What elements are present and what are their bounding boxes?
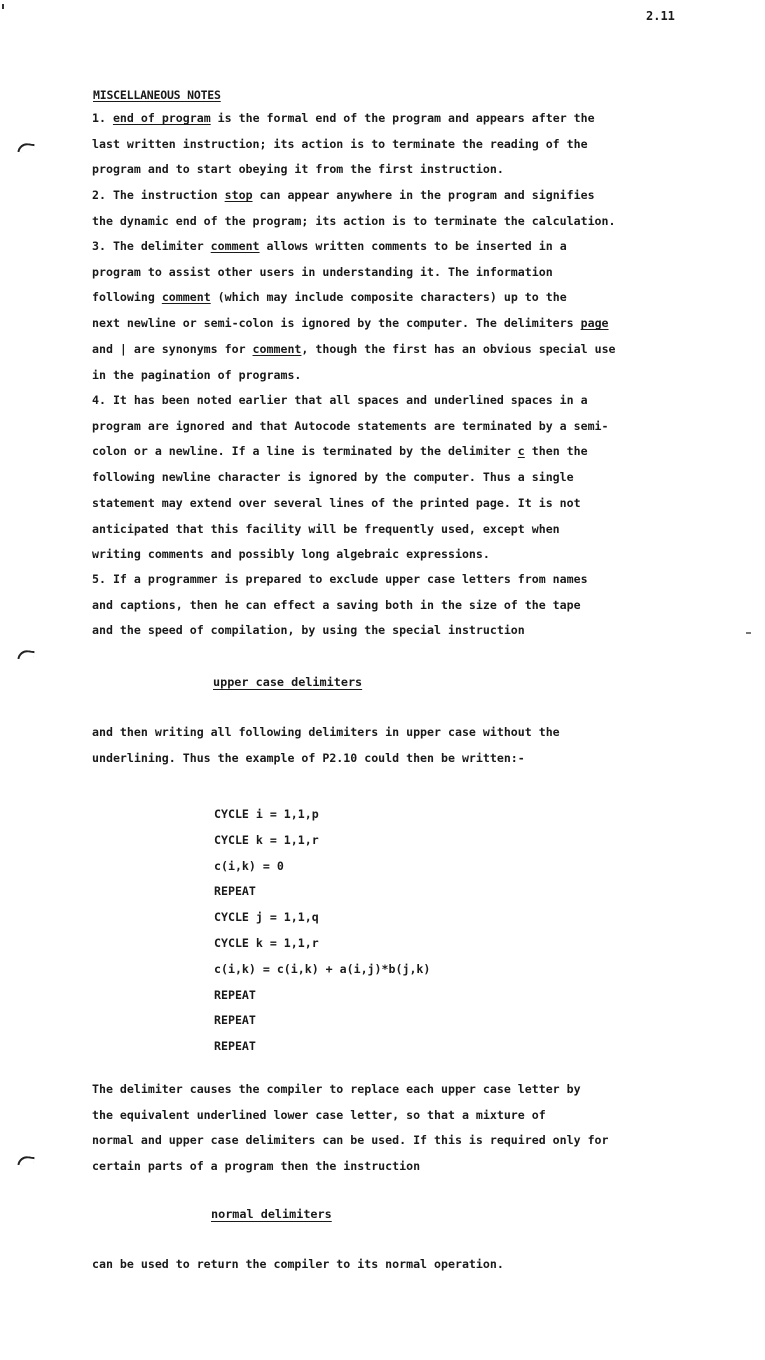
note-1-line: last written instruction; its action is to terminate the reading of the [92,136,588,151]
note-3-line: in the pagination of programs. [92,367,302,382]
note-4-line: anticipated that this facility will be frequently used, except when [92,521,560,536]
code-line: CYCLE j = 1,1,q [214,910,319,925]
margin-mark [17,649,34,661]
paragraph-line: the equivalent underlined lower case letter, so that a mixture of [92,1107,546,1122]
page-number: 2.11 [646,9,675,23]
note-5-line: 5. If a programmer is prepared to exclude upper case letters from names [92,572,588,586]
closing-paragraph [92,1252,672,1278]
note-3 [92,234,672,388]
note-1-line: program and to start obeying it from the first instruction. [92,162,504,177]
normal-delimiters-instruction: normal delimiters [211,1207,332,1221]
stray-mark [746,632,751,634]
code-line: REPEAT [214,987,256,1002]
note-3-line: 3. The delimiter comment allows written comments to be inserted in a [92,239,567,253]
note-3-line: program to assist other users in understanding it. The information [92,264,553,279]
note-2 [92,183,672,234]
after-code-paragraph [92,1077,672,1180]
paragraph-line: and then writing all following delimiters in upper case without the [92,725,560,739]
code-line: c(i,k) = 0 [214,858,284,873]
note-4 [92,388,672,568]
corner-mark [2,4,4,9]
code-line: REPEAT [214,1039,256,1054]
margin-mark [17,1155,34,1167]
note-4-line: colon or a newline. If a line is terminated by the delimiter c then the [92,444,588,459]
paragraph-line: certain parts of a program then the instruction [92,1159,421,1174]
note-5 [92,567,672,644]
code-example [214,802,430,1060]
code-line: c(i,k) = c(i,k) + a(i,j)*b(j,k) [214,961,431,976]
note-2-line: the dynamic end of the program; its action is to terminate the calculation. [92,213,616,228]
note-4-line: writing comments and possibly long algebraic expressions. [92,547,490,562]
upper-case-delimiters-instruction: upper case delimiters [213,675,363,689]
note-1 [92,106,672,183]
note-5-line: and the speed of compilation, by using the special instruction [92,623,525,638]
note-3-line: following comment (which may include composite characters) up to the [92,290,567,305]
code-line: CYCLE i = 1,1,p [214,807,319,821]
note-3-line: and | are synonyms for comment, though the first has an obvious special use [92,341,616,356]
note-2-line: 2. The instruction stop can appear anywhere in the program and signifies [92,188,595,202]
code-line: REPEAT [214,1013,256,1028]
note-4-line: 4. It has been noted earlier that all spaces and underlined spaces in a [92,393,588,407]
after-upper-paragraph [92,720,672,771]
note-4-line: following newline character is ignored by the computer. Thus a single [92,470,574,485]
note-3-line: next newline or semi-colon is ignored by the computer. The delimiters page [92,316,609,331]
code-line: REPEAT [214,884,256,899]
margin-mark [17,142,34,154]
note-4-line: statement may extend over several lines of the printed page. It is not [92,495,581,510]
note-4-line: program are ignored and that Autocode statements are terminated by a semi- [92,418,609,433]
note-5-line: and captions, then he can effect a saving both in the size of the tape [92,597,581,612]
paragraph-line: The delimiter causes the compiler to replace each upper case letter by [92,1082,581,1096]
paragraph-line: normal and upper case delimiters can be used. If this is required only for [92,1133,609,1148]
code-line: CYCLE k = 1,1,r [214,832,319,847]
note-1-line: 1. end of program is the formal end of the program and appears after the [92,111,595,125]
section-heading: MISCELLANEOUS NOTES [93,88,221,102]
paragraph-line: underlining. Thus the example of P2.10 could then be written:- [92,750,525,765]
code-line: CYCLE k = 1,1,r [214,935,319,950]
paragraph-line: can be used to return the compiler to its normal operation. [92,1257,504,1271]
